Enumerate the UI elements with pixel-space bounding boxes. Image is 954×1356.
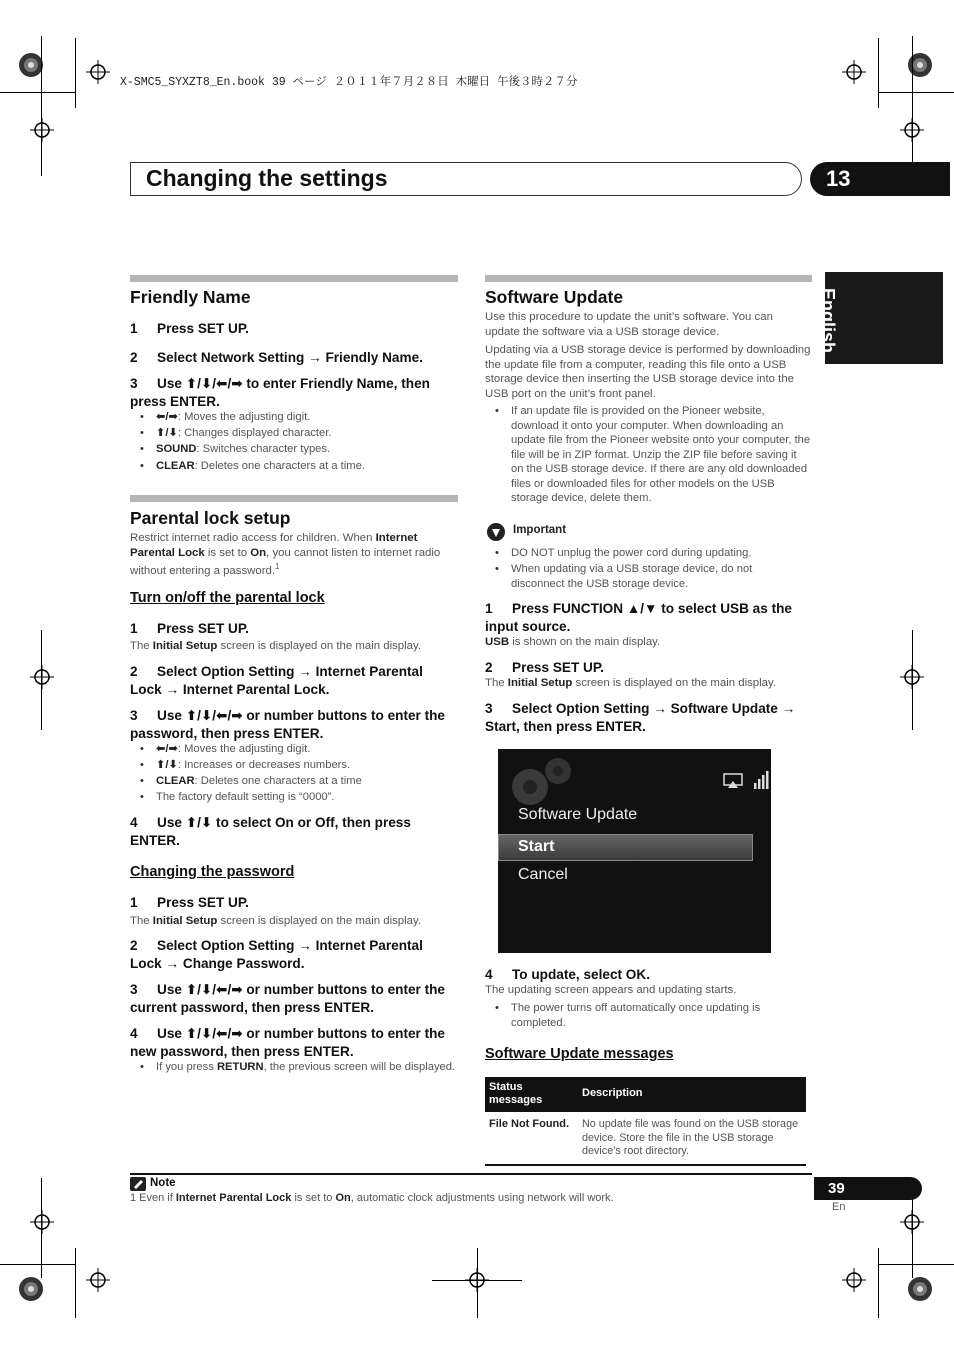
crosshair-mark-icon [86, 60, 110, 84]
language-tab [825, 272, 943, 364]
step-note: The Initial Setup screen is displayed on the main display. [485, 677, 777, 689]
step-text: Press SET UP. [157, 321, 249, 336]
crop-line [0, 92, 75, 93]
crosshair-mark-icon [30, 665, 54, 689]
friendly-name-title: Friendly Name [130, 287, 251, 307]
step-note: The Initial Setup screen is displayed on the main display. [130, 915, 422, 927]
table-bottom-rule [485, 1164, 806, 1166]
note-icon [130, 1177, 146, 1191]
page-number: 39 [814, 1177, 922, 1200]
list-item: • If an update file is provided on the Pioneer website, download it onto your computer. When downloading an update file from the Pioneer website onto your computer, the file will be in ZIP format. Unzip the ZIP file before saving it on the USB storage device. If there are any old downloaded files or downloaded files for other models on the USB storage device, delete them. [485, 404, 811, 506]
crosshair-mark-icon [30, 118, 54, 142]
list-item: • CLEAR: Deletes one characters at a time. [130, 459, 365, 474]
crop-line [878, 1248, 879, 1318]
step-note: The Initial Setup screen is displayed on the main display. [130, 640, 422, 652]
crosshair-mark-icon [842, 60, 866, 84]
language-label: English [818, 288, 838, 354]
step-note: USB is shown on the main display. [485, 636, 661, 648]
crop-line [878, 92, 954, 93]
page-language: En [832, 1201, 846, 1213]
messages-subtitle: Software Update messages [485, 1046, 674, 1062]
signal-strength-icon [753, 771, 769, 789]
airplay-icon [723, 773, 743, 789]
crop-line [41, 36, 42, 176]
crosshair-mark-icon [86, 1268, 110, 1292]
crop-line [912, 630, 913, 730]
crop-line [477, 1248, 478, 1318]
list-item: • DO NOT unplug the power cord during updating. [485, 546, 751, 561]
change-password-subtitle: Changing the password [130, 864, 295, 880]
chapter-number: 13 [810, 162, 950, 196]
table-cell-description: No update file was found on the USB storage device. Store the file in the USB storage device’s root directory. [582, 1118, 799, 1157]
section-divider [485, 275, 812, 282]
crop-line [912, 36, 913, 176]
registration-mark-icon [18, 1276, 44, 1302]
toggle-lock-subtitle: Turn on/off the parental lock [130, 590, 325, 606]
menu-option-start: Start [518, 838, 555, 855]
crop-line [41, 1178, 42, 1278]
step-note: The updating screen appears and updating starts. [485, 984, 737, 996]
gear-icon [502, 753, 582, 813]
section-divider [130, 495, 458, 502]
screen-title: Software Update [518, 806, 638, 823]
list-item: • The power turns off automatically once updating is completed. [485, 1001, 811, 1030]
crop-line [0, 1264, 75, 1265]
menu-option-cancel: Cancel [518, 866, 568, 883]
list-item: • CLEAR: Deletes one characters at a time [130, 774, 362, 789]
device-screen [498, 749, 771, 953]
crosshair-mark-icon [30, 1210, 54, 1234]
registration-mark-icon [907, 1276, 933, 1302]
important-icon [486, 522, 506, 542]
paragraph: Updating via a USB storage device is performed by downloading the update file from a computer, reading this file onto a USB storage device then inserting the USB storage device into the USB port on the unit’s front panel. [485, 344, 811, 400]
list-item: • ⬅/➡: Moves the adjusting digit. [130, 742, 310, 757]
column-header: Description [582, 1087, 643, 1099]
crop-line [878, 1264, 954, 1265]
footer-rule [130, 1173, 812, 1175]
chapter-title: Changing the settings [146, 165, 388, 191]
list-item: • ⬆/⬇: Increases or decreases numbers. [130, 758, 350, 773]
list-item: • When updating via a USB storage device, do not disconnect the USB storage device. [485, 562, 801, 591]
parental-lock-title: Parental lock setup [130, 508, 291, 528]
list-item: • ⬆/⬇: Changes displayed character. [130, 426, 331, 441]
step-text: Use ⬆/⬇/⬅/➡ to enter Friendly Name, then press ENTER. [130, 376, 430, 409]
crop-line [878, 38, 879, 108]
list-item: • The factory default setting is “0000”. [130, 790, 334, 805]
column-header: Status messages [489, 1081, 543, 1106]
table-header [485, 1077, 806, 1112]
software-update-title: Software Update [485, 287, 624, 307]
crosshair-mark-icon [842, 1268, 866, 1292]
crop-line [41, 630, 42, 730]
registration-mark-icon [907, 52, 933, 78]
note-label: Note [150, 1177, 176, 1189]
crop-line [75, 1248, 76, 1318]
list-item: • ⬅/➡: Moves the adjusting digit. [130, 410, 310, 425]
parental-lock-intro: Restrict internet radio access for children. When Internet Parental Lock is set to On, you cannot listen to internet radio without entering a password.$^1$ [130, 532, 441, 577]
list-item: • If you press RETURN, the previous screen will be displayed. [130, 1060, 456, 1075]
list-item: • SOUND: Switches character types. [130, 442, 330, 457]
paragraph: Use this procedure to update the unit’s software. You can update the software via a USB storage device. [485, 311, 773, 338]
step-text: Select Network Setting → Friendly Name. [157, 350, 423, 365]
important-label: Important [513, 524, 567, 536]
section-divider [130, 275, 458, 282]
table-cell-status: File Not Found. [489, 1118, 570, 1130]
footnote-text: 1 Even if Internet Parental Lock is set to On, automatic clock adjustments using network will work. [130, 1192, 614, 1204]
crop-line [75, 38, 76, 108]
print-header: X-SMC5_SYXZT8_En.book 39 ページ ２０１１年７月２８日 木曜日 午後３時２７分 [120, 76, 578, 89]
